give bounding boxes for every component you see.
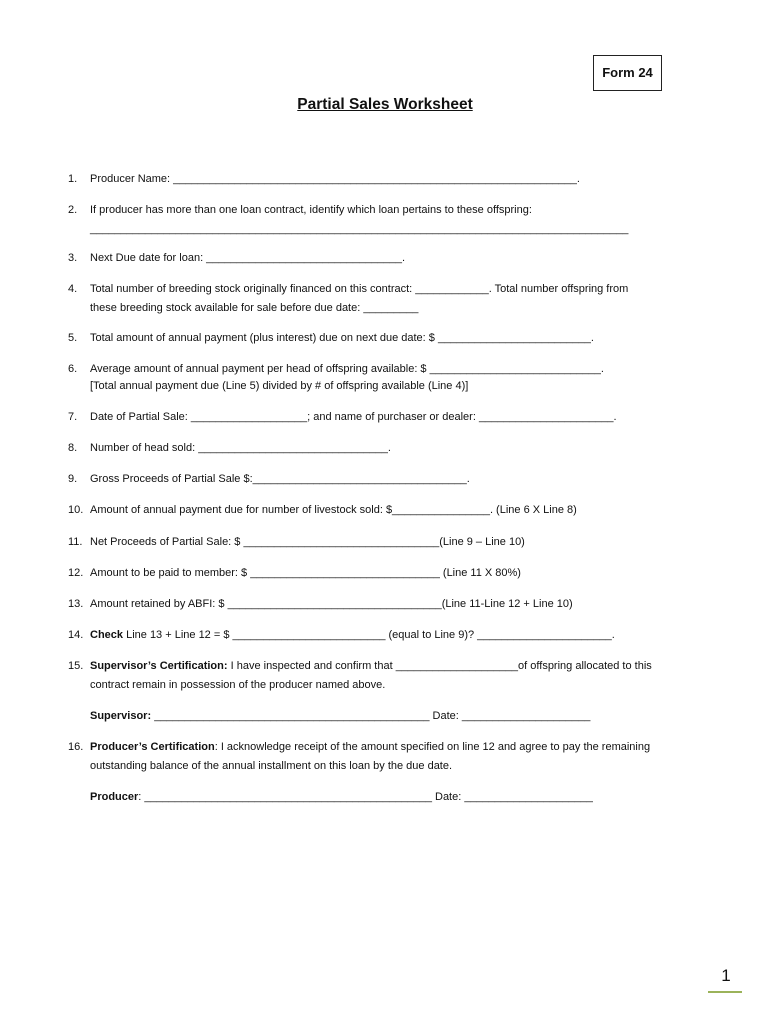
item-bold-label: Supervisor’s Certification: — [90, 660, 228, 672]
item-line-2: [Total annual payment due (Line 5) divided by # of offspring available (Line 4)] — [90, 380, 469, 392]
supervisor-line: _____________________________________________ Date: _____________________ — [151, 710, 591, 722]
item-text: Total number of breeding stock originally financed on this contract: ____________. Total number offspring from — [90, 283, 629, 295]
page-title: Partial Sales Worksheet — [297, 96, 473, 113]
item-number: 10. — [68, 504, 84, 516]
item-number: 16. — [68, 741, 84, 753]
item-text: Gross Proceeds of Partial Sale $:___________________________________. — [90, 473, 470, 485]
item-line-2: ________________________________________________________________________________________ — [90, 223, 629, 235]
item-body: : I acknowledge receipt of the amount specified on line 12 and agree to pay the remaining — [214, 741, 651, 753]
item-text: Number of head sold: _______________________________. — [90, 442, 391, 454]
item-number: 11. — [68, 536, 83, 548]
item-text — [90, 738, 650, 756]
item-body: Line 13 + Line 12 = $ _________________________ (equal to Line 9)? ______________________. — [123, 629, 615, 641]
item-number: 14. — [68, 629, 84, 641]
supervisor-label: Supervisor: — [90, 710, 152, 722]
form-number-box: Form 24 — [593, 55, 662, 91]
item-number: 8. — [68, 442, 78, 454]
item-number: 12. — [68, 567, 84, 579]
item-text — [90, 626, 615, 644]
page-number-underline — [708, 991, 742, 993]
item-number: 13. — [68, 598, 84, 610]
item-number: 5. — [68, 332, 78, 344]
item-line-2: these breeding stock available for sale before due date: _________ — [90, 302, 419, 314]
item-number: 3. — [68, 252, 78, 264]
item-text: Date of Partial Sale: ___________________; and name of purchaser or dealer: ______________________. — [90, 411, 617, 423]
item-text: Amount retained by ABFI: $ ___________________________________(Line 11-Line 12 + Line 10) — [90, 598, 573, 610]
item-number: 7. — [68, 411, 78, 423]
item-line-2: contract remain in possession of the producer named above. — [90, 679, 386, 691]
item-text — [90, 657, 652, 675]
supervisor-signature-line — [90, 707, 590, 725]
item-text: Amount of annual payment due for number of livestock sold: $________________. (Line 6 X Line 8) — [90, 504, 577, 516]
item-text: Average amount of annual payment per head of offspring available: $ ____________________________. — [90, 363, 604, 375]
item-text: Amount to be paid to member: $ _______________________________ (Line 11 X 80%) — [90, 567, 521, 579]
producer-line: : _______________________________________________ Date: _____________________ — [138, 791, 593, 803]
item-text: Net Proceeds of Partial Sale: $ ________________________________(Line 9 – Line 10) — [90, 536, 525, 548]
page-number: 1 — [721, 966, 731, 985]
item-text: Total amount of annual payment (plus interest) due on next due date: $ _________________________. — [90, 332, 594, 344]
item-text: If producer has more than one loan contract, identify which loan pertains to these offspring: — [90, 204, 532, 216]
item-text: Next Due date for loan: ________________________________. — [90, 252, 405, 264]
item-number: 15. — [68, 660, 84, 672]
item-bold-label: Check — [90, 629, 124, 641]
item-number: 4. — [68, 283, 78, 295]
item-text: Producer Name: __________________________________________________________________. — [90, 173, 580, 185]
item-line-2: outstanding balance of the annual installment on this loan by the due date. — [90, 760, 453, 772]
producer-signature-line — [90, 788, 593, 806]
producer-label: Producer — [90, 791, 139, 803]
item-body: I have inspected and confirm that ____________________of offspring allocated to this — [227, 660, 652, 672]
item-number: 6. — [68, 363, 78, 375]
item-number: 9. — [68, 473, 78, 485]
item-number: 1. — [68, 173, 78, 185]
item-number: 2. — [68, 204, 78, 216]
item-bold-label: Producer’s Certification — [90, 741, 215, 753]
